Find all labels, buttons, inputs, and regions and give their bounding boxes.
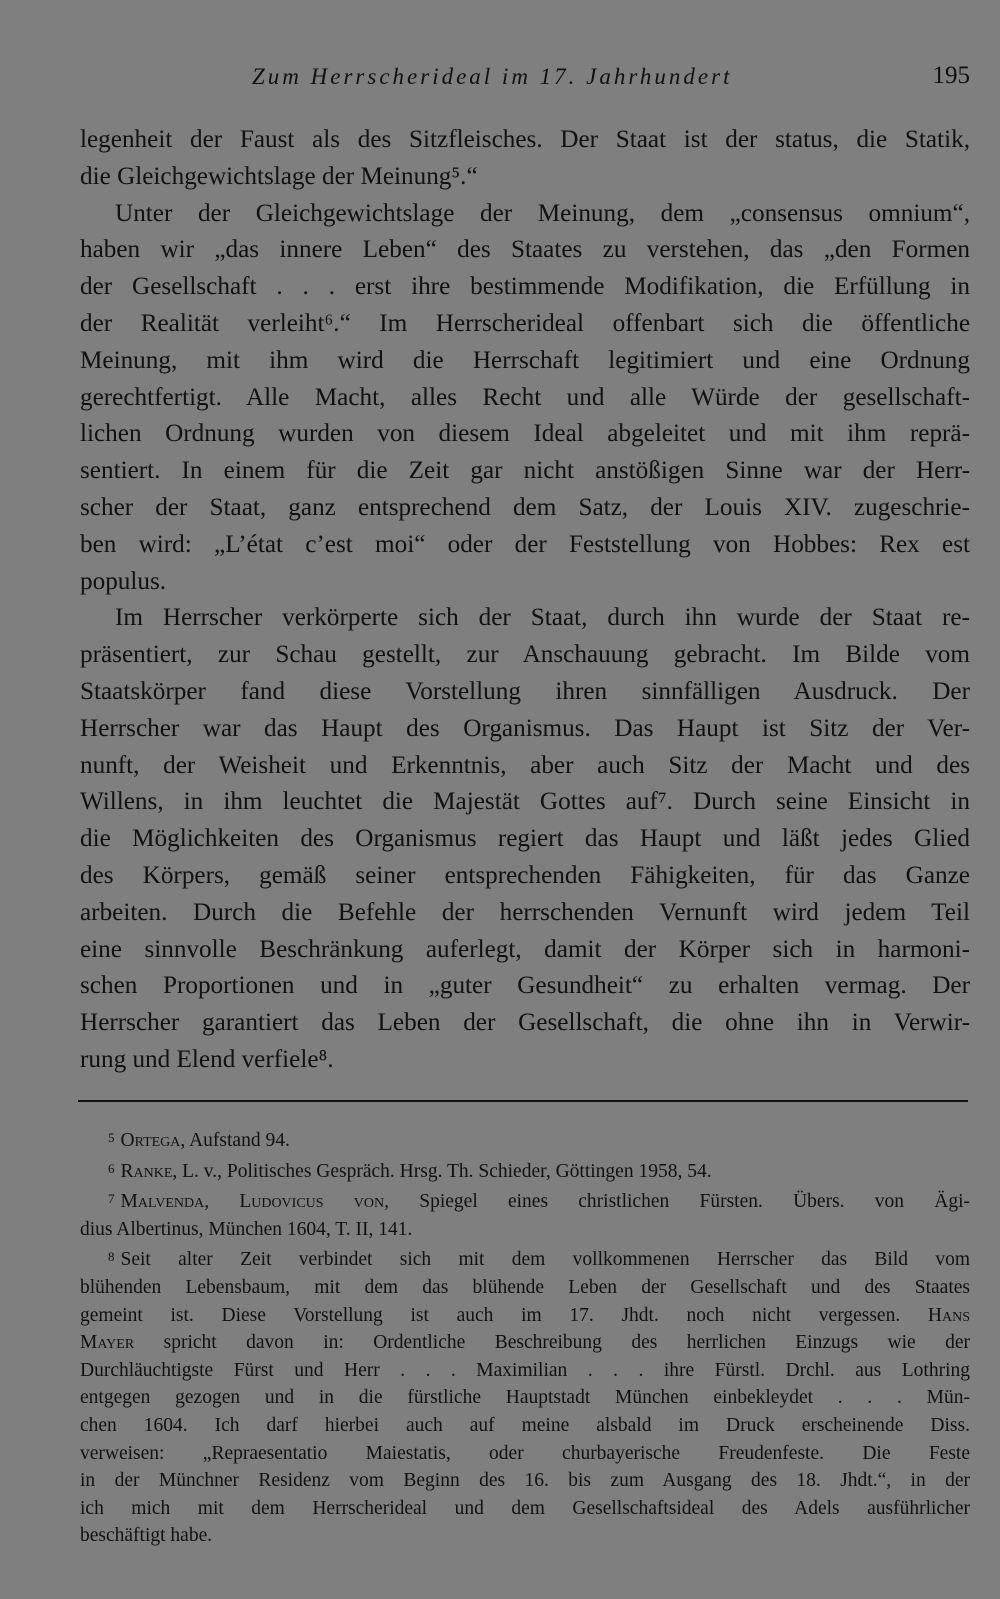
footnote-7 (80, 1185, 970, 1243)
text-line: arbeiten. Durch die Befehle der herrschenden Vernunft wird jedem Teil (80, 898, 970, 926)
footnote-line: Durchläuchtigste Fürst und Herr . . . Maximilian . . . ihre Fürstl. Drchl. aus Lothring (80, 1359, 970, 1381)
text-line: Unter der Gleichgewichtslage der Meinung, dem „consensus omnium“, (115, 199, 970, 227)
footnote-line: in der Münchner Residenz vom Beginn des 16. bis zum Ausgang des 18. Jhdt.“, in der (80, 1470, 970, 1492)
footnote-mark: 8 (108, 1249, 115, 1265)
text-line: sentiert. In einem für die Zeit gar nicht anstößigen Sinne war der Herr- (80, 457, 970, 485)
text-line: schen Proportionen und in „guter Gesundheit“ zu erhalten vermag. Der (80, 972, 970, 1000)
text-line: die Gleichgewichtslage der Meinung⁵.“ (80, 162, 478, 190)
text-line: lichen Ordnung wurden von diesem Ideal abgeleitet und mit ihm reprä- (80, 420, 970, 448)
text-line: der Gesellschaft . . . erst ihre bestimmende Modifikation, die Erfüllung in (80, 273, 970, 301)
text-line: Herrscher war das Haupt des Organismus. Das Haupt ist Sitz der Ver- (80, 714, 970, 742)
text-line: die Möglichkeiten des Organismus regiert das Haupt und läßt jedes Glied (80, 825, 970, 853)
footnote-author: Mayer (80, 1332, 135, 1354)
text-line: der Realität verleiht⁶.“ Im Herrscherideal offenbart sich die öffentliche (80, 309, 970, 337)
running-title: Zum Herrscherideal im 17. Jahrhundert (252, 64, 733, 89)
footnote-text: spricht davon in: Ordentliche Beschreibung des herrlichen Einzugs wie der (163, 1332, 970, 1354)
footnote-line (80, 1302, 970, 1330)
footnote-mark: 6 (108, 1160, 115, 1176)
text-line: legenheit der Faust als des Sitzfleisches. Der Staat ist der status, die Statik, (80, 126, 970, 153)
text-line: Staatskörper fand diese Vorstellung ihren sinnfälligen Ausdruck. Der (80, 677, 970, 705)
footnote-6 (80, 1155, 970, 1186)
text-line: haben wir „das innere Leben“ des Staates zu verstehen, das „den Formen (80, 236, 970, 264)
footnote-5 (80, 1124, 970, 1155)
footnote-line: entgegen gezogen und in die fürstliche Hauptstadt München einbekleydet . . . Mün- (80, 1387, 970, 1409)
footnote-8 (80, 1243, 970, 1550)
footnote-text: , Aufstand 94. (180, 1130, 290, 1151)
footnote-mark: 5 (108, 1130, 115, 1145)
text-line: rung und Elend verfiele⁸. (80, 1045, 334, 1073)
footnote-line: verweisen: „Repraesentatio Maiestatis, oder churbayerische Freudenfeste. Die Feste (80, 1442, 970, 1464)
footnote-text: Seit alter Zeit verbindet sich mit dem vollkommenen Herrscher das Bild vom (120, 1249, 970, 1271)
footnote-text: , L. v., Politisches Gespräch. Hrsg. Th. Schieder, Göttingen 1958, 54. (172, 1160, 712, 1182)
text-line: Meinung, mit ihm wird die Herrschaft legitimiert und eine Ordnung (80, 346, 970, 374)
text-line: Im Herrscher verkörperte sich der Staat, durch ihn wurde der Staat re- (115, 604, 970, 632)
running-header (80, 62, 970, 102)
footnote-mark: 7 (108, 1191, 115, 1207)
footnote-text: gemeint ist. Diese Vorstellung ist auch im 17. Jhdt. noch nicht vergessen. (80, 1304, 901, 1326)
footnote-divider (78, 1100, 968, 1102)
footnote-text: , Spiegel eines christlichen Fürsten. Übers. von Ägi- (384, 1191, 970, 1213)
footnote-line (80, 1243, 970, 1274)
page-number: 195 (932, 62, 970, 89)
text-line: des Körpers, gemäß seiner entsprechenden Fähigkeiten, für das Ganze (80, 861, 970, 889)
footnote-line: chen 1604. Ich darf hierbei auch auf meine alsbald im Druck erscheinende Diss. (80, 1414, 970, 1436)
footnote-author: Ortega (120, 1130, 181, 1151)
text-line: präsentiert, zur Schau gestellt, zur Anschauung gebracht. Im Bilde vom (80, 641, 970, 669)
footnote-author: Hans (927, 1304, 971, 1326)
text-line: populus. (80, 567, 167, 595)
footnote-author: Malvenda, Ludovicus von (120, 1191, 385, 1213)
body-text (80, 122, 970, 1079)
footnote-line (80, 1124, 970, 1155)
footnote-line (80, 1155, 970, 1186)
footnote-line: beschäftigt habe. (80, 1525, 213, 1547)
text-line: nunft, der Weisheit und Erkenntnis, aber auch Sitz der Macht und des (80, 751, 970, 779)
footnote-line (80, 1329, 970, 1357)
footnotes (80, 1124, 970, 1550)
footnote-line (80, 1185, 970, 1216)
footnote-author: Ranke (120, 1160, 173, 1182)
text-line: Herrscher garantiert das Leben der Gesellschaft, die ohne ihn in Verwir- (80, 1009, 970, 1037)
text-line: ben wird: „L’état c’est moi“ oder der Feststellung von Hobbes: Rex est (80, 530, 970, 558)
text-line: scher der Staat, ganz entsprechend dem Satz, der Louis XIV. zugeschrie- (80, 493, 970, 521)
text-line: eine sinnvolle Beschränkung auferlegt, damit der Körper sich in harmoni- (80, 935, 970, 963)
text-line: gerechtfertigt. Alle Macht, alles Recht und alle Würde der gesellschaft- (80, 383, 970, 411)
text-line: Willens, in ihm leuchtet die Majestät Gottes auf⁷. Durch seine Einsicht in (80, 788, 970, 816)
footnote-line: ich mich mit dem Herrscherideal und dem Gesellschaftsideal des Adels ausführlicher (80, 1497, 970, 1519)
footnote-line: dius Albertinus, München 1604, T. II, 141. (80, 1218, 413, 1240)
footnote-line: blühenden Lebensbaum, mit dem das blühende Leben der Gesellschaft und des Staates (80, 1276, 970, 1298)
